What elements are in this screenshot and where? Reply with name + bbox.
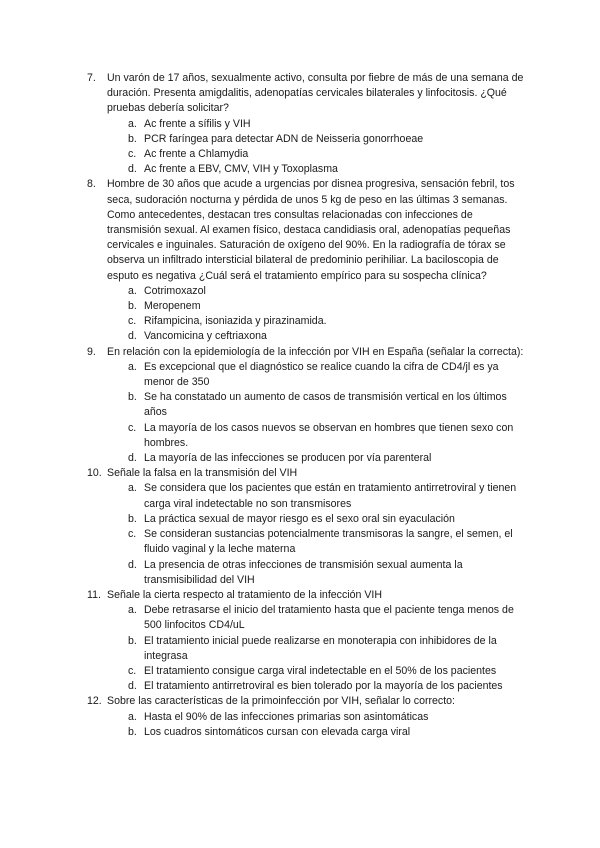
option-text: La presencia de otras infecciones de transmisión sexual aumenta la transmisibilidad del VIH — [144, 558, 463, 586]
question-12 — [87, 694, 527, 740]
answer-option — [107, 512, 527, 527]
option-text: Se ha constatado un aumento de casos de transmisión vertical en los últimos años — [144, 391, 507, 419]
question-10 — [87, 466, 527, 588]
option-text: Ac frente a sífilis y VIH — [144, 117, 251, 130]
option-text: Es excepcional que el diagnóstico se realice cuando la cifra de CD4/jl es ya menor de 350 — [144, 360, 499, 389]
question-text: Hombre de 30 años que acude a urgencias por disnea progresiva, sensación febril, tos seca, sudoración nocturna y pérdida de unos 5 kg de peso en las últimas 3 semanas. Como antecedentes, destacan tres consultas relacionadas con infecciones de transmisión sexual. Al examen físico, destaca candidiasis oral, adenopatías pequeñas cervicales e inguinales. Saturación de oxígeno del 90%. En la radiografía de tórax se observa un infiltrado intersticial bilateral de predominio perihiliar. La baciloscopia de esputo es negativa ¿Cuál será el tratamiento empírico para su sospecha clínica? — [107, 178, 515, 282]
option-text: La práctica sexual de mayor riesgo es el sexo oral sin eyaculación — [144, 512, 455, 525]
option-text: El tratamiento inicial puede realizarse en monoterapia con inhibidores de la integrasa — [144, 634, 497, 662]
answer-option — [107, 725, 527, 740]
option-text: Cotrimoxazol — [144, 284, 206, 297]
option-text: PCR faríngea para detectar ADN de Neisseria gonorrhoeae — [144, 132, 424, 145]
answer-option — [107, 664, 527, 679]
option-letter: a. — [128, 482, 137, 495]
option-letter: d. — [128, 452, 137, 465]
option-text: El tratamiento antirretroviral es bien tolerado por la mayoría de los pacientes — [144, 680, 503, 693]
option-letter: a. — [128, 360, 137, 373]
option-letter: b. — [128, 300, 137, 313]
option-text: La mayoría de las infecciones se producen por vía parenteral — [144, 452, 432, 465]
question-11 — [87, 588, 527, 694]
answer-option — [107, 603, 527, 633]
answer-option — [107, 132, 527, 147]
question-text: Señale la falsa en la transmisión del VIH — [107, 467, 298, 480]
option-letter: b. — [128, 391, 137, 404]
question-number: 10. — [87, 467, 102, 480]
answer-option — [107, 451, 527, 466]
question-text: Sobre las características de la primoinfección por VIH, señalar lo correcto: — [107, 695, 455, 708]
question-text: Señale la cierta respecto al tratamiento de la infección VIH — [107, 588, 382, 601]
answer-options — [107, 360, 527, 466]
question-7 — [87, 71, 527, 177]
answer-option — [107, 360, 527, 390]
option-letter: b. — [128, 512, 137, 525]
question-9 — [87, 345, 527, 467]
answer-option — [107, 390, 527, 420]
option-text: Hasta el 90% de las infecciones primarias son asintomáticas — [144, 710, 429, 723]
answer-option — [107, 329, 527, 344]
answer-option — [107, 527, 527, 557]
answer-options — [107, 284, 527, 345]
question-text: Un varón de 17 años, sexualmente activo, consulta por fiebre de más de una semana de duración. Presenta amigdalitis, adenopatías cervicales bilaterales y linfocitosis. ¿Qué pruebas debería solicitar? — [107, 72, 524, 115]
option-text: Debe retrasarse el inicio del tratamiento hasta que el paciente tenga menos de 500 linfocitos CD4/uL — [144, 604, 514, 632]
option-text: Ac frente a Chlamydia — [144, 148, 249, 161]
question-number: 12. — [87, 695, 102, 708]
option-text: Vancomicina y ceftriaxona — [144, 330, 267, 343]
answer-option — [107, 284, 527, 299]
answer-options — [107, 603, 527, 694]
answer-option — [107, 558, 527, 588]
question-8 — [87, 177, 527, 344]
option-letter: a. — [128, 117, 137, 130]
answer-options — [107, 710, 527, 740]
answer-option — [107, 117, 527, 132]
option-text: Meropenem — [144, 300, 201, 313]
option-letter: b. — [128, 132, 137, 145]
answer-option — [107, 299, 527, 314]
option-letter: d. — [128, 680, 137, 693]
answer-option — [107, 162, 527, 177]
answer-option — [107, 481, 527, 511]
answer-option — [107, 679, 527, 694]
option-text: Ac frente a EBV, CMV, VIH y Toxoplasma — [144, 163, 338, 176]
answer-option — [107, 634, 527, 664]
answer-option — [107, 314, 527, 329]
option-letter: c. — [128, 664, 137, 677]
answer-option — [107, 421, 527, 451]
option-text: El tratamiento consigue carga viral indetectable en el 50% de los pacientes — [144, 664, 497, 677]
option-letter: d. — [128, 558, 137, 571]
option-text: Se considera que los pacientes que están en tratamiento antirretroviral y tienen carga viral indetectable no son transmisores — [144, 482, 517, 510]
option-letter: a. — [128, 284, 137, 297]
option-letter: d. — [128, 330, 137, 343]
option-letter: c. — [128, 528, 137, 541]
answer-options — [107, 117, 527, 178]
option-letter: b. — [128, 725, 137, 738]
question-number: 9. — [87, 345, 96, 358]
question-text: En relación con la epidemiología de la infección por VIH en España (señalar la correcta): — [107, 345, 524, 358]
option-text: Rifampicina, isoniazida y pirazinamida. — [144, 315, 327, 328]
question-number: 8. — [87, 178, 96, 191]
answer-option — [107, 710, 527, 725]
question-number: 7. — [87, 72, 96, 84]
option-text: Los cuadros sintomáticos cursan con elevada carga viral — [144, 725, 411, 738]
option-letter: d. — [128, 163, 137, 176]
option-letter: c. — [128, 315, 137, 328]
option-text: Se consideran sustancias potencialmente transmisoras la sangre, el semen, el fluido vaginal y la leche materna — [144, 528, 513, 556]
option-letter: a. — [128, 604, 137, 617]
answer-options — [107, 481, 527, 587]
question-number: 11. — [87, 588, 101, 601]
question-list — [87, 71, 527, 740]
option-letter: c. — [128, 148, 137, 161]
option-letter: a. — [128, 710, 137, 723]
option-letter: c. — [128, 421, 137, 434]
answer-option — [107, 147, 527, 162]
option-letter: b. — [128, 634, 137, 647]
option-text: La mayoría de los casos nuevos se observan en hombres que tienen sexo con hombres. — [144, 421, 514, 449]
